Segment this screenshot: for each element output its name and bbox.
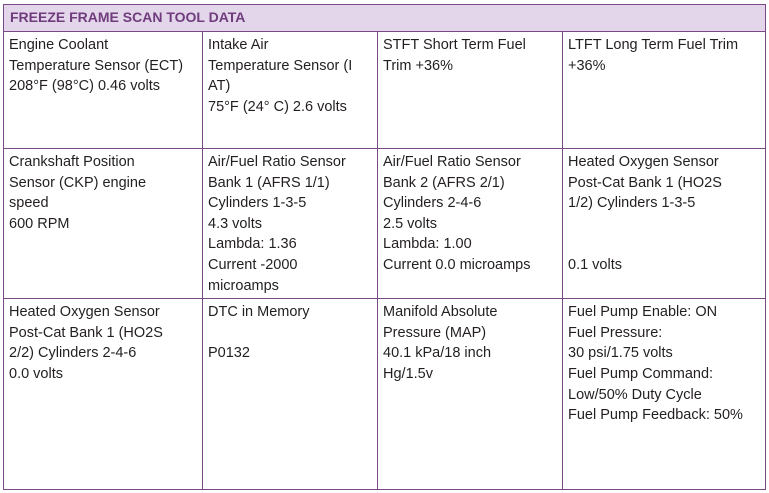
cell-line: Heated Oxygen Sensor — [568, 154, 719, 170]
cell-line: 4.3 volts — [208, 215, 262, 232]
cell-gap — [208, 323, 372, 344]
cell-stft — [378, 32, 563, 149]
cell-line: +36% — [568, 57, 606, 74]
cell-line: Temperature Sensor (ECT) — [9, 57, 184, 74]
table-title: FREEZE FRAME SCAN TOOL DATA — [4, 5, 766, 32]
cell-line: Bank 2 (AFRS 2/1) — [383, 174, 505, 191]
cell-line: LTFT Long Term Fuel Trim — [568, 37, 739, 53]
cell-line: 40.1 kPa/18 inch — [383, 345, 492, 362]
cell-line: Trim +36% — [383, 57, 453, 74]
cell-line: Fuel Pump Feedback: 50% — [568, 407, 743, 424]
cell-line: Current 0.0 microamps — [383, 256, 531, 273]
cell-ho2s-bank1-12 — [563, 149, 766, 299]
cell-line: Fuel Pressure: — [568, 324, 663, 341]
cell-line: Post-Cat Bank 1 (HO2S — [568, 174, 722, 191]
cell-map — [378, 299, 563, 490]
cell-line: 600 RPM — [9, 215, 70, 232]
cell-line: Fuel Pump Command: — [568, 365, 714, 382]
cell-line: STFT Short Term Fuel — [383, 37, 526, 53]
table-row — [4, 149, 766, 299]
cell-line: Intake Air — [208, 37, 269, 53]
cell-line: speed — [9, 195, 49, 212]
cell-ckp — [4, 149, 203, 299]
cell-ect — [4, 32, 203, 149]
cell-line: 0.0 volts — [9, 365, 63, 382]
cell-line: 208°F (98°C) 0.46 volts — [9, 78, 161, 95]
cell-line: 30 psi/1.75 volts — [568, 345, 673, 362]
cell-afrs-bank1 — [203, 149, 378, 299]
cell-line: Pressure (MAP) — [383, 324, 487, 341]
table-row — [4, 32, 766, 149]
cell-line: 2.5 volts — [383, 215, 437, 232]
cell-line: DTC in Memory — [208, 304, 310, 321]
cell-line: Sensor (CKP) engine — [9, 174, 147, 191]
cell-line: Lambda: 1.00 — [383, 236, 472, 253]
cell-dtc-memory — [203, 299, 378, 490]
cell-line: Current -2000 — [208, 256, 298, 273]
cell-line: Bank 1 (AFRS 1/1) — [208, 174, 330, 191]
cell-line: Cylinders 2-4-6 — [383, 195, 482, 212]
cell-line: Engine Coolant — [9, 37, 109, 53]
cell-gap — [568, 214, 760, 235]
cell-line: 2/2) Cylinders 2-4-6 — [9, 345, 137, 362]
freeze-frame-table — [3, 4, 766, 490]
table-row — [4, 299, 766, 490]
cell-line: Lambda: 1.36 — [208, 236, 297, 253]
cell-fuel-pump — [563, 299, 766, 490]
cell-line: Heated Oxygen Sensor — [9, 304, 160, 321]
cell-line: P0132 — [208, 345, 250, 362]
cell-line: Manifold Absolute — [383, 304, 498, 321]
cell-line: Low/50% Duty Cycle — [568, 386, 702, 403]
cell-line: Air/Fuel Ratio Sensor — [383, 154, 521, 170]
cell-line: Crankshaft Position — [9, 154, 135, 170]
cell-line: microamps — [208, 277, 279, 294]
title-row — [4, 5, 766, 32]
cell-line: Air/Fuel Ratio Sensor — [208, 154, 346, 170]
cell-line: AT) — [208, 78, 231, 95]
cell-line: 75°F (24° C) 2.6 volts — [208, 98, 347, 115]
cell-ltft — [563, 32, 766, 149]
cell-gap — [568, 234, 760, 255]
cell-line: Temperature Sensor (I — [208, 57, 353, 74]
cell-line: 0.1 volts — [568, 256, 622, 273]
cell-line: Post-Cat Bank 1 (HO2S — [9, 324, 163, 341]
cell-ho2s-bank1-22 — [4, 299, 203, 490]
cell-line: Cylinders 1-3-5 — [208, 195, 307, 212]
cell-line: Fuel Pump Enable: ON — [568, 304, 718, 321]
cell-line: 1/2) Cylinders 1-3-5 — [568, 195, 696, 212]
cell-iat — [203, 32, 378, 149]
cell-line: Hg/1.5v — [383, 365, 433, 382]
cell-afrs-bank2 — [378, 149, 563, 299]
